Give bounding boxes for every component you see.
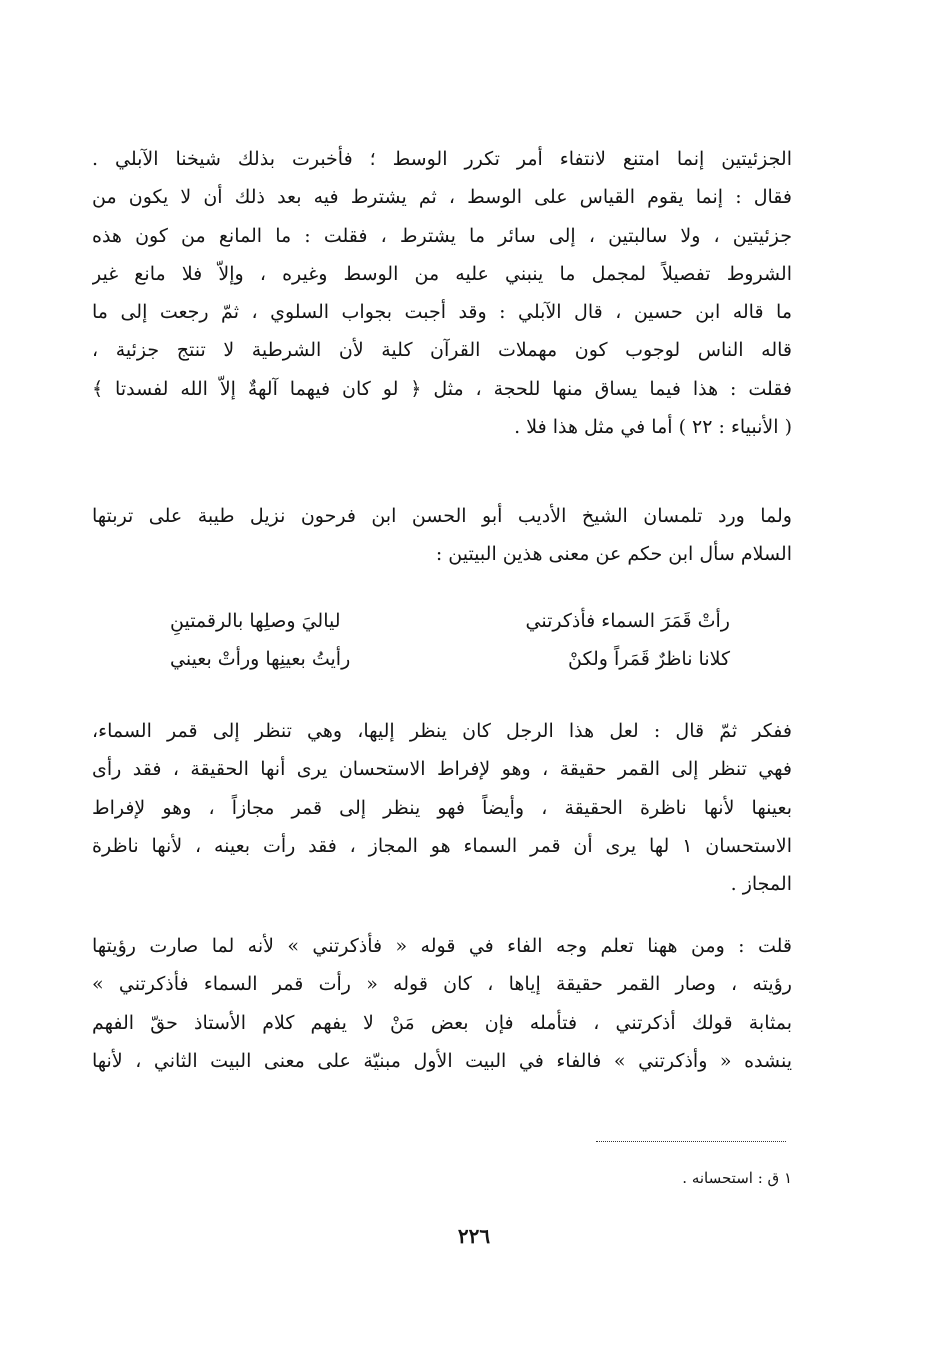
text-line: فقال : إنما يقوم القياس على الوسط ، ثم يشترط فيه بعد ذلك أن لا يكون من xyxy=(92,186,792,209)
text-line: ولما ورد تلمسان الشيخ الأديب أبو الحسن ابن فرحون نزيل طيبة على تربتها xyxy=(92,505,792,527)
paragraph-1 xyxy=(92,140,792,446)
text-line: قلت : ومن ههنا تعلم وجه الفاء في قوله « فأذكرتني » لأنه لما صارت رؤيتها xyxy=(92,935,792,957)
verse-first-hemistich: رأتْ قَمَرَ السماء فأذكرتني xyxy=(525,610,730,632)
verse-second-hemistich: رأيتُ بعينِها ورأتْ بعيني xyxy=(170,648,351,670)
text-line: ففكر ثمّ قال : لعل هذا الرجل كان ينظر إليها، وهي تنظر إلى قمر السماء، xyxy=(92,720,792,742)
text-line: قاله الناس لوجوب كون مهملات القرآن كلية لأن الشرطية لا تنتج جزئية ، xyxy=(92,339,792,362)
text-line: بعينها لأنها ناظرة الحقيقة ، وأيضاً فهو ينظر إلى قمر مجازاً ، وهو لإفراط xyxy=(92,796,792,819)
verse-line xyxy=(170,640,730,678)
text-line: المجاز . xyxy=(730,873,792,896)
page-number: ٢٢٦ xyxy=(457,1224,491,1248)
paragraph-4 xyxy=(92,927,792,1080)
paragraph-2 xyxy=(92,497,792,574)
text-line: جزئيتين ، ولا سالبتين ، إلى سائر ما يشترط ، فقلت : ما المانع من كون هذه xyxy=(92,224,792,247)
text-line: ما قاله ابن حسين ، قال الآبلي : وقد أجبت بجواب السلوي ، ثمّ رجعت إلى ما xyxy=(92,301,792,324)
text-line: ينشده « وأذكرتني » فالفاء في البيت الأول مبنيّة على معنى البيت الثاني ، لأنها xyxy=(92,1049,792,1072)
text-line: فقلت : هذا فيما يساق منها للحجة ، مثل ﴿ لو كان فيهما آلهةٌ إلاّ الله لفسدتا ﴾ xyxy=(92,377,792,400)
paragraph-3 xyxy=(92,712,792,903)
text-line: الاستحسان ١ لها يرى أن قمر السماء هو المجاز ، فقد رأت بعينه ، لأنها ناظرة xyxy=(92,834,792,857)
verse-first-hemistich: كلانا ناظرٌ قَمَراً ولكنْ xyxy=(567,648,730,670)
text-line: بمثابة قولك أذكرتني ، فتأمله فإن بعض مَنْ لا يفهم كلام الأستاذ حقّ الفهم xyxy=(92,1011,792,1034)
text-line: الشروط تفصيلاً لمجمل ما ينبني عليه من الوسط وغيره ، وإلاّ فلا مانع غير xyxy=(92,262,792,285)
text-line: ( الأنبياء : ٢٢ ) أما في مثل هذا فلا . xyxy=(514,416,792,439)
footnote-divider xyxy=(596,1141,786,1142)
text-line: فهي تنظر إلى القمر حقيقة ، وهو لإفراط الاستحسان يرى أنها الحقيقة ، فقد رأى xyxy=(92,758,792,781)
text-line: الجزئيتين إنما امتنع لانتفاء أمر تكرر الوسط ؛ فأخبرت بذلك شيخنا الآبلي . xyxy=(92,148,792,170)
verse-line xyxy=(170,602,730,640)
verse-second-hemistich: لياليَ وصلِها بالرقمتينِ xyxy=(170,610,341,632)
text-line: السلام سأل ابن حكم عن معنى هذين البيتين : xyxy=(435,543,792,566)
footnote: ١ ق : استحسانه . xyxy=(682,1169,792,1187)
text-line: رؤيته ، وصار القمر حقيقة إياها ، كان قوله « رأت قمر السماء فأذكرتني » xyxy=(92,973,792,996)
poem-verses xyxy=(170,602,730,678)
